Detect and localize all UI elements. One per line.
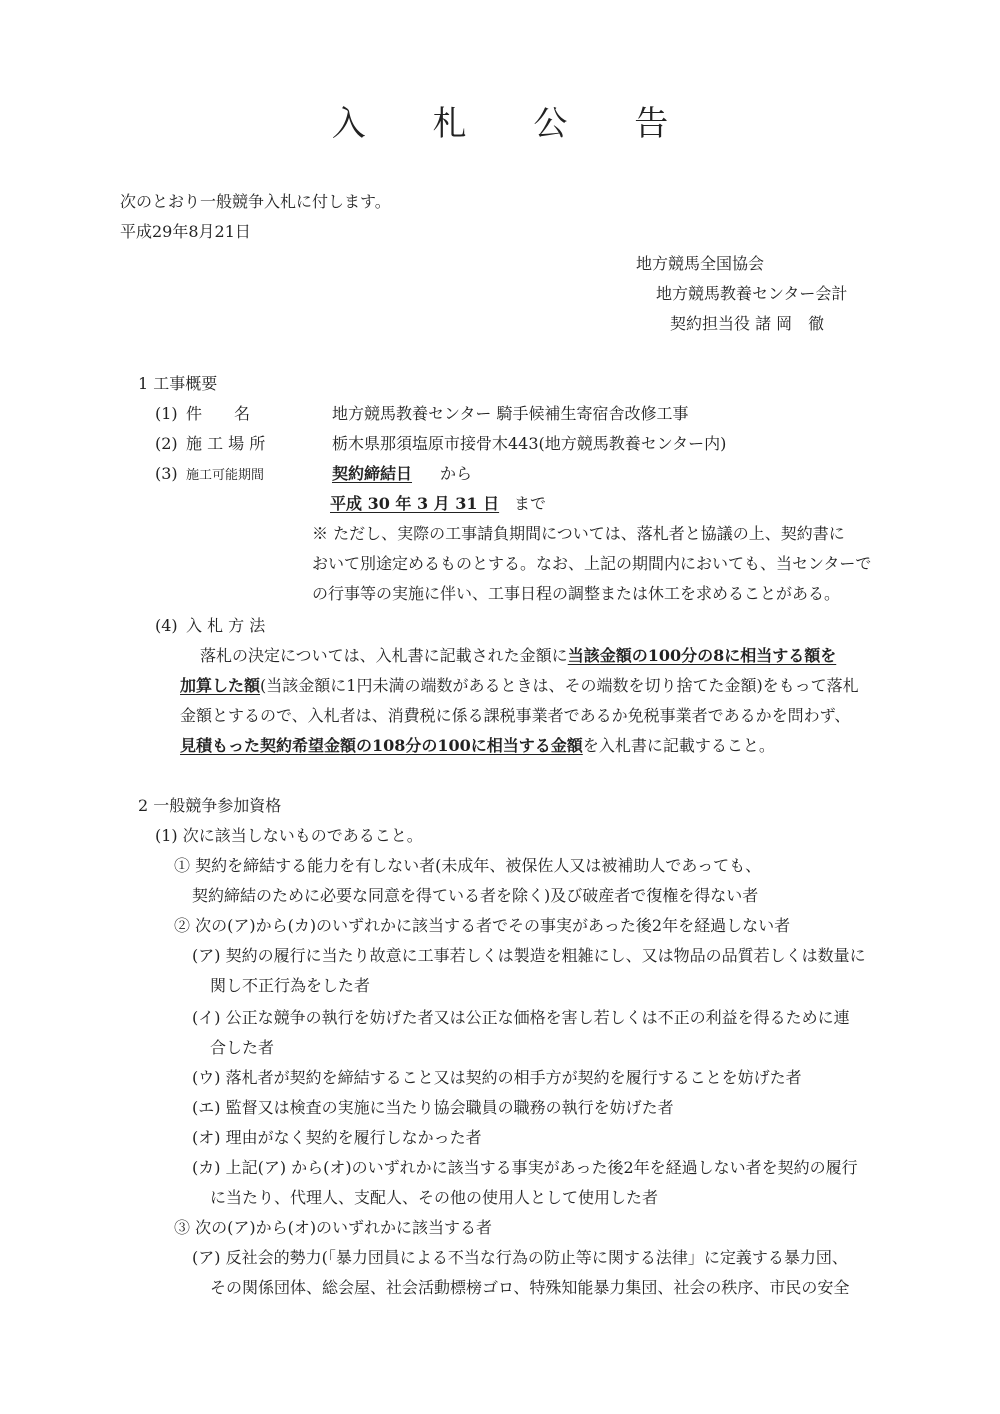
item1-label: 件 名 bbox=[186, 404, 251, 423]
qual-a-line2: 関し不正行為をした者 bbox=[210, 976, 371, 995]
bid-method-line2 bbox=[180, 676, 859, 696]
item2-label: 施 工 場 所 bbox=[186, 434, 266, 453]
qual-a-line1: (ア) 契約の履行に当たり故意に工事若しくは製造を粗雑にし、又は物品の品質若しくは数量に bbox=[192, 946, 866, 965]
bid-method-line3: 金額とするので、入札者は、消費税に係る課税事業者であるか免税事業者であるかを問わず、 bbox=[180, 706, 851, 725]
issuer-org: 地方競馬全国協会 bbox=[636, 254, 765, 273]
qual-1-3: ③ 次の(ア)から(オ)のいずれかに該当する者 bbox=[174, 1218, 493, 1237]
qual-c: (ウ) 落札者が契約を締結すること又は契約の相手方が契約を履行することを妨げた者 bbox=[192, 1068, 802, 1087]
qual-g-line1: (ア) 反社会的勢力(「暴力団員による不当な行為の防止等に関する法律」に定義する暴力団、 bbox=[192, 1248, 848, 1267]
notice-date: 平成29年8月21日 bbox=[120, 222, 251, 241]
intro-text: 次のとおり一般競争入札に付します。 bbox=[120, 192, 391, 211]
item2-number: (2) bbox=[155, 434, 178, 453]
qual-e: (オ) 理由がなく契約を履行しなかった者 bbox=[192, 1128, 482, 1147]
qual-1: (1) 次に該当しないものであること。 bbox=[155, 826, 423, 845]
item3-note-line3: の行事等の実施に伴い、工事日程の調整または休工を求めることがある。 bbox=[312, 584, 841, 603]
bid-method-text: (当該金額に1円未満の端数があるときは、その端数を切り捨てた金額)をもって落札 bbox=[260, 676, 859, 695]
section1-heading: 1 工事概要 bbox=[138, 374, 218, 393]
item4-label: 入 札 方 法 bbox=[186, 616, 266, 635]
bid-method-text: 落札の決定については、入札書に記載された金額に bbox=[200, 646, 568, 665]
qual-b-line1: (イ) 公正な競争の執行を妨げた者又は公正な価格を害し若しくは不正の利益を得るために連 bbox=[192, 1008, 850, 1027]
item1-value: 地方競馬教養センター 騎手候補生寄宿舎改修工事 bbox=[332, 404, 689, 423]
qual-g-line2: その関係団体、総会屋、社会活動標榜ゴロ、特殊知能暴力集団、社会の秩序、市民の安全 bbox=[210, 1278, 850, 1297]
bid-method-emphasis: 加算した額 bbox=[180, 676, 261, 695]
bid-method-text: を入札書に記載すること。 bbox=[582, 736, 775, 755]
item3-end: 平成 30 年 3 月 31 日 bbox=[330, 494, 500, 513]
qual-1-2: ② 次の(ア)から(カ)のいずれかに該当する者でその事実があった後2年を経過しない者 bbox=[174, 916, 791, 935]
bid-method-emphasis: 見積もった契約希望金額の108分の100に相当する金額 bbox=[180, 736, 583, 755]
item1-number: (1) bbox=[155, 404, 178, 423]
issuer-dept: 地方競馬教養センター会計 bbox=[656, 284, 848, 303]
item3-number: (3) bbox=[155, 464, 178, 483]
qual-f-line2: に当たり、代理人、支配人、その他の使用人として使用した者 bbox=[210, 1188, 659, 1207]
qual-1-1-line1: ① 契約を締結する能力を有しない者(未成年、被保佐人又は被補助人であっても、 bbox=[174, 856, 762, 875]
qual-b-line2: 合した者 bbox=[210, 1038, 275, 1057]
section2-heading: 2 一般競争参加資格 bbox=[138, 796, 282, 815]
page-title: 入 札 公 告 bbox=[331, 104, 697, 144]
qual-1-1-line2: 契約締結のために必要な同意を得ている者を除く)及び破産者で復権を得ない者 bbox=[192, 886, 759, 905]
item2-value: 栃木県那須塩原市接骨木443(地方競馬教養センター内) bbox=[332, 434, 727, 453]
qual-f-line1: (カ) 上記(ア) から(オ)のいずれかに該当する事実があった後2年を経過しない者を契約の履行 bbox=[192, 1158, 858, 1177]
qual-d: (エ) 監督又は検査の実施に当たり協会職員の職務の執行を妨げた者 bbox=[192, 1098, 674, 1117]
issuer-officer: 契約担当役 諸 岡 徹 bbox=[670, 314, 825, 333]
item4-number: (4) bbox=[155, 616, 178, 635]
bid-method-line1 bbox=[200, 646, 836, 666]
bid-method-line4 bbox=[180, 736, 775, 756]
item3-note-line2: おいて別途定めるものとする。なお、上記の期間内においても、当センターで bbox=[312, 554, 872, 573]
bid-method-emphasis: 当該金額の100分の8に相当する額を bbox=[567, 646, 837, 665]
item3-start: 契約締結日 bbox=[332, 464, 413, 483]
item3-label: 施工可能期間 bbox=[186, 468, 265, 483]
item3-note-line1: ※ ただし、実際の工事請負期間については、落札者と協議の上、契約書に bbox=[312, 524, 845, 543]
item3-from: から bbox=[440, 464, 473, 483]
item3-until: まで bbox=[514, 494, 547, 513]
